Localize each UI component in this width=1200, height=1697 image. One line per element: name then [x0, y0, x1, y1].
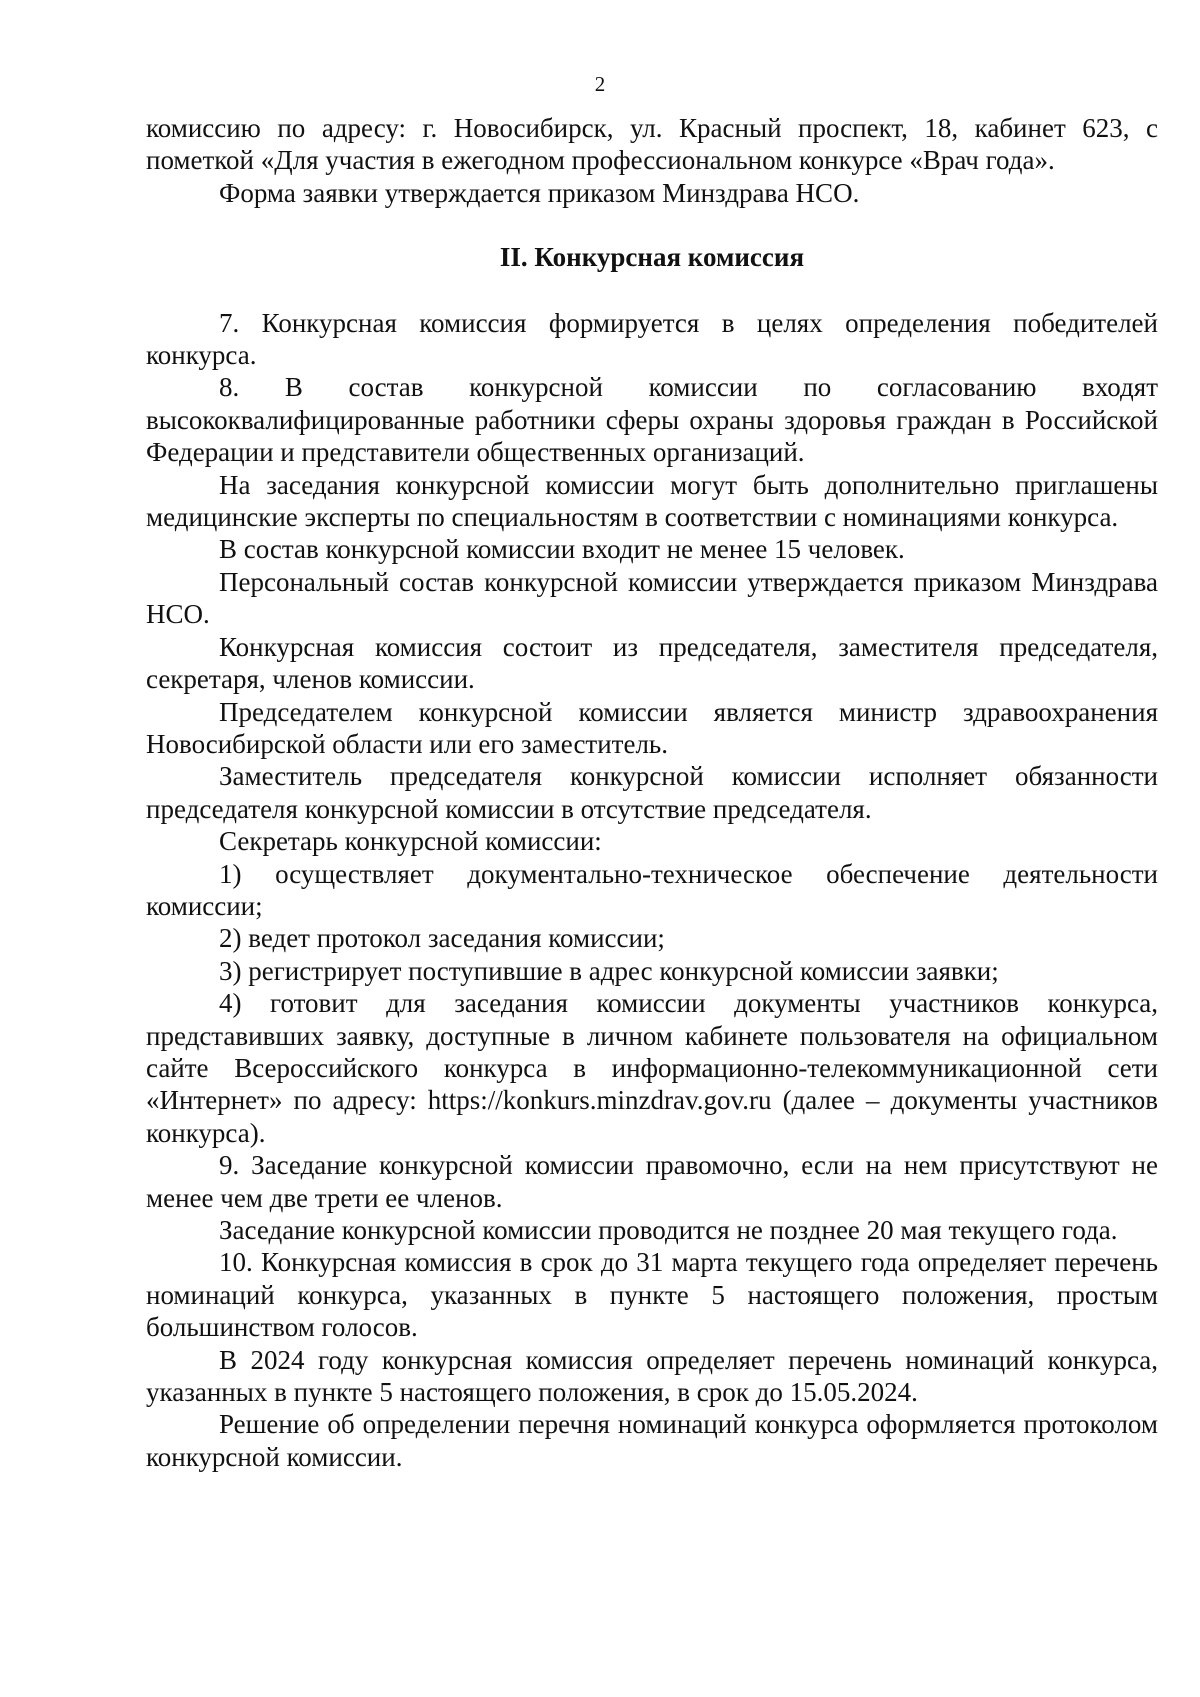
- intro-paragraph-2: Форма заявки утверждается приказом Минздрава НСО.: [219, 177, 860, 208]
- paragraph-meeting-deadline: Заседание конкурсной комиссии проводится не позднее 20 мая текущего года.: [219, 1215, 1118, 1245]
- paragraph-secretary-intro: Секретарь конкурсной комиссии:: [219, 826, 602, 857]
- paragraph-personal-composition: Персональный состав конкурсной комиссии утверждается приказом Минздрава НСО.: [146, 566, 1158, 630]
- paragraph-item-10: 10. Конкурсная комиссия в срок до 31 марта текущего года определяет перечень номинаций конкурса, указанных в пункте 5 настоящего положения, простым большинством голосов.: [146, 1247, 1158, 1343]
- paragraph-commission-structure: Конкурсная комиссия состоит из председателя, заместителя председателя, секретаря, членов комиссии.: [146, 631, 1158, 695]
- list-item-secretary-2: 2) ведет протокол заседания комиссии;: [219, 923, 665, 954]
- paragraph-commission-size: В состав конкурсной комиссии входит не менее 15 человек.: [219, 534, 905, 565]
- page-number: 2: [594, 72, 606, 96]
- paragraph-deputy-chairman: Заместитель председателя конкурсной комиссии исполняет обязанности председателя конкурсной комиссии в отсутствие председателя.: [146, 761, 1158, 824]
- section-title: II. Конкурсная комиссия: [499, 242, 805, 273]
- paragraph-chairman: Председателем конкурсной комиссии является министр здравоохранения Новосибирской области или его заместитель.: [146, 696, 1158, 759]
- paragraph-item-9: 9. Заседание конкурсной комиссии правомочно, если на нем присутствуют не менее чем две трети ее членов.: [146, 1150, 1158, 1213]
- list-item-secretary-1: 1) осуществляет документально-техническое обеспечение деятельности комиссии;: [146, 858, 1158, 921]
- paragraph-item-8: 8. В состав конкурсной комиссии по согласованию входят высококвалифицированные работники сферы охраны здоровья граждан в Российской Федерации и представители общественных организаций.: [146, 372, 1158, 468]
- paragraph-experts: На заседания конкурсной комиссии могут быть дополнительно приглашены медицинские эксперты по специальностям в соответствии с номинациями конкурса.: [146, 469, 1158, 533]
- list-item-secretary-3: 3) регистрирует поступившие в адрес конкурсной комиссии заявки;: [219, 955, 999, 986]
- paragraph-2024-deadline: В 2024 году конкурсная комиссия определяет перечень номинаций конкурса, указанных в пункте 5 настоящего положения, в срок до 15.05.2024.: [146, 1344, 1158, 1408]
- paragraph-item-7: 7. Конкурсная комиссия формируется в целях определения победителей конкурса.: [146, 307, 1158, 371]
- document-body: [146, 112, 1158, 1473]
- paragraph-decision: Решение об определении перечня номинаций конкурса оформляется протоколом конкурсной комиссии.: [146, 1409, 1158, 1472]
- list-item-secretary-4: 4) готовит для заседания комиссии документы участников конкурса, представивших заявку, доступные в личном кабинете пользователя на официальном сайте Всероссийского конкурса в информационно-телекоммуникационной сети «Интернет» по адресу: https://konkurs.minzdrav.gov.ru (далее – документы участников конкурса).: [146, 988, 1158, 1148]
- intro-paragraph-1: комиссию по адресу: г. Новосибирск, ул. Красный проспект, 18, кабинет 623, с пометкой «Для участия в ежегодном профессиональном конкурсе «Врач года».: [146, 113, 1158, 176]
